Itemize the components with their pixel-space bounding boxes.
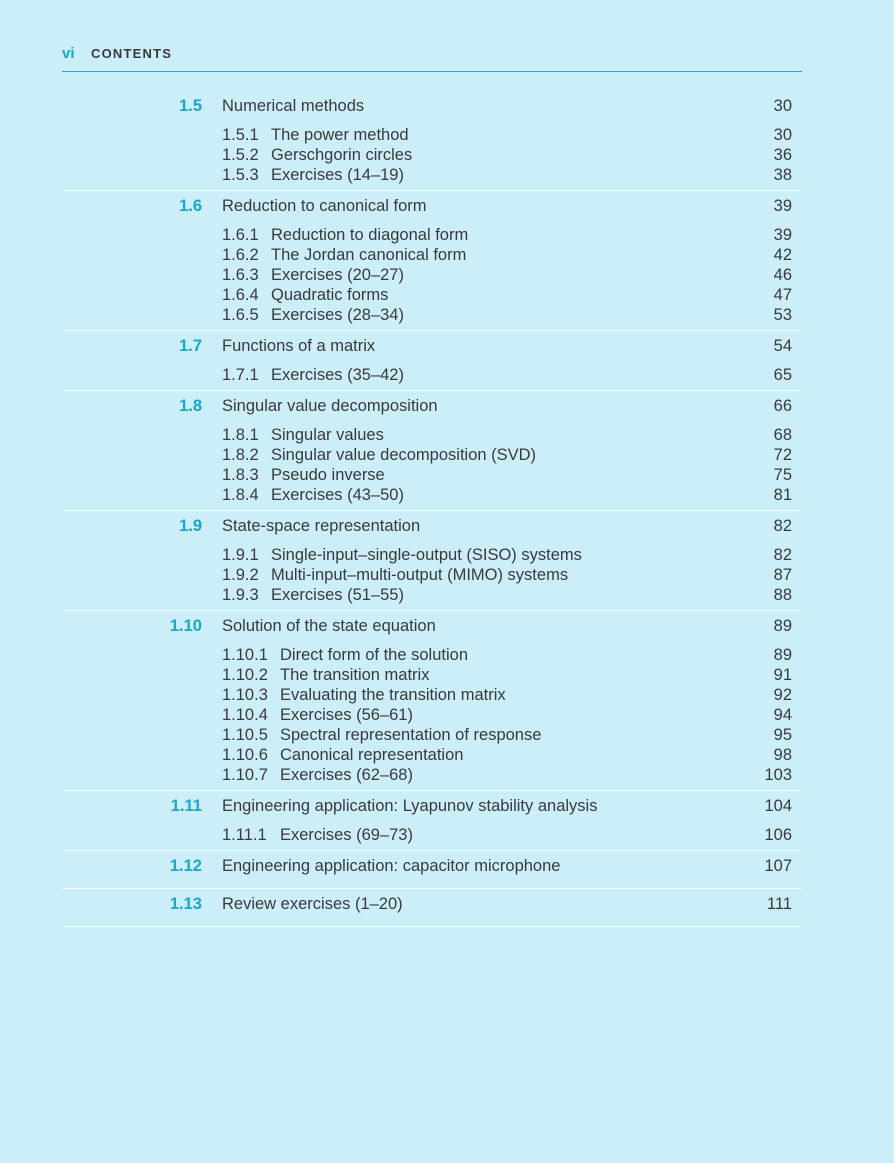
page-header bbox=[62, 44, 802, 72]
toc-subsection[interactable] bbox=[62, 485, 802, 505]
toc-subsection[interactable] bbox=[62, 425, 802, 445]
section-number: 1.10 bbox=[169, 617, 202, 635]
subsection-page-number: 89 bbox=[773, 646, 792, 664]
subsection-page-number: 87 bbox=[773, 566, 792, 584]
toc-subsection[interactable] bbox=[62, 365, 802, 385]
subsection-page-number: 106 bbox=[764, 826, 792, 844]
toc-subsection[interactable] bbox=[62, 165, 802, 185]
subsection-list bbox=[62, 365, 802, 385]
toc-section bbox=[62, 91, 802, 191]
toc-subsection[interactable] bbox=[62, 685, 802, 705]
subsection-title: Evaluating the transition matrix bbox=[280, 686, 506, 704]
toc-section bbox=[62, 791, 802, 851]
section-number: 1.12 bbox=[169, 857, 202, 875]
subsection-number: 1.10.4 bbox=[222, 706, 268, 724]
subsection-page-number: 36 bbox=[773, 146, 792, 164]
subsection-title: Exercises (14–19) bbox=[271, 166, 404, 184]
subsection-page-number: 82 bbox=[773, 546, 792, 564]
subsection-title: Singular value decomposition (SVD) bbox=[271, 446, 537, 464]
subsection-title: Gerschgorin circles bbox=[271, 146, 413, 164]
section-number: 1.9 bbox=[179, 517, 202, 535]
subsection-title: Exercises (69–73) bbox=[280, 826, 413, 844]
toc-section bbox=[62, 331, 802, 391]
subsection-title: The Jordan canonical form bbox=[271, 246, 467, 264]
section-title: State-space representation bbox=[222, 517, 421, 535]
toc-section bbox=[62, 611, 802, 791]
subsection-number: 1.9.1 bbox=[222, 546, 259, 564]
subsection-number: 1.6.1 bbox=[222, 226, 259, 244]
subsection-title: Canonical representation bbox=[280, 746, 464, 764]
subsection-title: Pseudo inverse bbox=[271, 466, 385, 484]
subsection-number: 1.5.2 bbox=[222, 146, 259, 164]
subsection-page-number: 39 bbox=[773, 226, 792, 244]
subsection-title: Spectral representation of response bbox=[280, 726, 542, 744]
section-title: Numerical methods bbox=[222, 97, 365, 115]
subsection-number: 1.6.5 bbox=[222, 306, 259, 324]
toc-section bbox=[62, 511, 802, 611]
toc-section bbox=[62, 191, 802, 331]
subsection-page-number: 30 bbox=[773, 126, 792, 144]
subsection-page-number: 72 bbox=[773, 446, 792, 464]
subsection-title: Exercises (20–27) bbox=[271, 266, 404, 284]
section-title: Reduction to canonical form bbox=[222, 197, 427, 215]
toc-subsection[interactable] bbox=[62, 545, 802, 565]
subsection-title: Exercises (28–34) bbox=[271, 306, 404, 324]
subsection-number: 1.10.2 bbox=[222, 666, 268, 684]
subsection-number: 1.10.6 bbox=[222, 746, 268, 764]
toc-section-heading[interactable] bbox=[62, 893, 802, 916]
toc-subsection[interactable] bbox=[62, 125, 802, 145]
subsection-title: The transition matrix bbox=[280, 666, 430, 684]
subsection-number: 1.5.3 bbox=[222, 166, 259, 184]
subsection-number: 1.8.4 bbox=[222, 486, 259, 504]
subsection-number: 1.10.3 bbox=[222, 686, 268, 704]
subsection-title: The power method bbox=[271, 126, 409, 144]
subsection-title: Exercises (62–68) bbox=[280, 766, 413, 784]
subsection-page-number: 92 bbox=[773, 686, 792, 704]
subsection-list bbox=[62, 645, 802, 785]
subsection-title: Exercises (56–61) bbox=[280, 706, 413, 724]
subsection-number: 1.9.2 bbox=[222, 566, 259, 584]
toc-section-heading[interactable] bbox=[62, 395, 802, 418]
toc-section bbox=[62, 889, 802, 927]
section-title: Engineering application: capacitor microphone bbox=[222, 857, 561, 875]
section-number: 1.8 bbox=[179, 397, 202, 415]
toc-subsection[interactable] bbox=[62, 565, 802, 585]
section-title: Solution of the state equation bbox=[222, 617, 436, 635]
subsection-title: Multi-input–multi-output (MIMO) systems bbox=[271, 566, 569, 584]
toc-subsection[interactable] bbox=[62, 145, 802, 165]
toc-section bbox=[62, 851, 802, 889]
section-number: 1.7 bbox=[179, 337, 202, 355]
toc-section-heading[interactable] bbox=[62, 95, 802, 118]
toc-subsection[interactable] bbox=[62, 765, 802, 785]
toc-subsection[interactable] bbox=[62, 285, 802, 305]
subsection-page-number: 42 bbox=[773, 246, 792, 264]
toc-subsection[interactable] bbox=[62, 245, 802, 265]
subsection-number: 1.10.1 bbox=[222, 646, 268, 664]
subsection-list bbox=[62, 125, 802, 185]
section-number: 1.11 bbox=[170, 797, 202, 815]
subsection-number: 1.11.1 bbox=[222, 826, 267, 844]
section-page-number: 54 bbox=[773, 337, 792, 355]
subsection-page-number: 98 bbox=[773, 746, 792, 764]
subsection-number: 1.6.3 bbox=[222, 266, 259, 284]
subsection-number: 1.10.7 bbox=[222, 766, 268, 784]
subsection-number: 1.9.3 bbox=[222, 586, 259, 604]
subsection-page-number: 46 bbox=[773, 266, 792, 284]
subsection-page-number: 65 bbox=[773, 366, 792, 384]
subsection-title: Singular values bbox=[271, 426, 384, 444]
subsection-title: Direct form of the solution bbox=[280, 646, 468, 664]
section-number: 1.6 bbox=[179, 197, 202, 215]
toc-subsection[interactable] bbox=[62, 445, 802, 465]
section-title: Engineering application: Lyapunov stability analysis bbox=[222, 797, 598, 815]
subsection-page-number: 47 bbox=[773, 286, 792, 304]
page-number: vi bbox=[62, 45, 75, 62]
section-page-number: 104 bbox=[764, 797, 792, 815]
subsection-number: 1.7.1 bbox=[222, 366, 259, 384]
toc-section-heading[interactable] bbox=[62, 195, 802, 218]
subsection-page-number: 103 bbox=[764, 766, 792, 784]
section-title: Singular value decomposition bbox=[222, 397, 438, 415]
subsection-list bbox=[62, 225, 802, 325]
subsection-page-number: 91 bbox=[773, 666, 792, 684]
subsection-page-number: 38 bbox=[773, 166, 792, 184]
section-title: Functions of a matrix bbox=[222, 337, 376, 355]
subsection-title: Reduction to diagonal form bbox=[271, 226, 469, 244]
subsection-number: 1.10.5 bbox=[222, 726, 268, 744]
toc-subsection[interactable] bbox=[62, 705, 802, 725]
toc-section-heading[interactable] bbox=[62, 335, 802, 358]
toc-subsection[interactable] bbox=[62, 825, 802, 845]
toc-subsection[interactable] bbox=[62, 465, 802, 485]
subsection-page-number: 68 bbox=[773, 426, 792, 444]
subsection-list bbox=[62, 545, 802, 605]
toc-subsection[interactable] bbox=[62, 665, 802, 685]
section-page-number: 82 bbox=[773, 517, 792, 535]
section-page-number: 111 bbox=[766, 895, 792, 913]
subsection-number: 1.8.3 bbox=[222, 466, 259, 484]
section-page-number: 89 bbox=[773, 617, 792, 635]
subsection-page-number: 88 bbox=[773, 586, 792, 604]
subsection-number: 1.5.1 bbox=[222, 126, 259, 144]
toc-subsection[interactable] bbox=[62, 225, 802, 245]
toc-section bbox=[62, 391, 802, 511]
subsection-number: 1.6.2 bbox=[222, 246, 259, 264]
subsection-title: Exercises (43–50) bbox=[271, 486, 404, 504]
section-number: 1.13 bbox=[169, 895, 202, 913]
subsection-title: Single-input–single-output (SISO) systems bbox=[271, 546, 582, 564]
subsection-list bbox=[62, 825, 802, 845]
toc-subsection[interactable] bbox=[62, 745, 802, 765]
toc-subsection[interactable] bbox=[62, 725, 802, 745]
subsection-page-number: 75 bbox=[773, 466, 792, 484]
section-title: Review exercises (1–20) bbox=[222, 895, 403, 913]
subsection-number: 1.8.1 bbox=[222, 426, 259, 444]
toc-section-heading[interactable] bbox=[62, 855, 802, 878]
subsection-number: 1.8.2 bbox=[222, 446, 259, 464]
toc-section-heading[interactable] bbox=[62, 615, 802, 638]
section-page-number: 30 bbox=[773, 97, 792, 115]
running-title: CONTENTS bbox=[91, 46, 173, 61]
table-of-contents bbox=[62, 91, 802, 927]
toc-section-heading[interactable] bbox=[62, 795, 802, 818]
subsection-page-number: 53 bbox=[773, 306, 792, 324]
subsection-title: Exercises (35–42) bbox=[271, 366, 404, 384]
section-page-number: 66 bbox=[773, 397, 792, 415]
toc-subsection[interactable] bbox=[62, 645, 802, 665]
subsection-page-number: 95 bbox=[773, 726, 792, 744]
toc-section-heading[interactable] bbox=[62, 515, 802, 538]
subsection-page-number: 94 bbox=[773, 706, 792, 724]
subsection-page-number: 81 bbox=[773, 486, 792, 504]
subsection-title: Exercises (51–55) bbox=[271, 586, 404, 604]
section-number: 1.5 bbox=[179, 97, 202, 115]
toc-subsection[interactable] bbox=[62, 585, 802, 605]
subsection-list bbox=[62, 425, 802, 505]
subsection-number: 1.6.4 bbox=[222, 286, 259, 304]
subsection-title: Quadratic forms bbox=[271, 286, 389, 304]
toc-subsection[interactable] bbox=[62, 265, 802, 285]
section-page-number: 107 bbox=[764, 857, 792, 875]
section-page-number: 39 bbox=[773, 197, 792, 215]
toc-subsection[interactable] bbox=[62, 305, 802, 325]
